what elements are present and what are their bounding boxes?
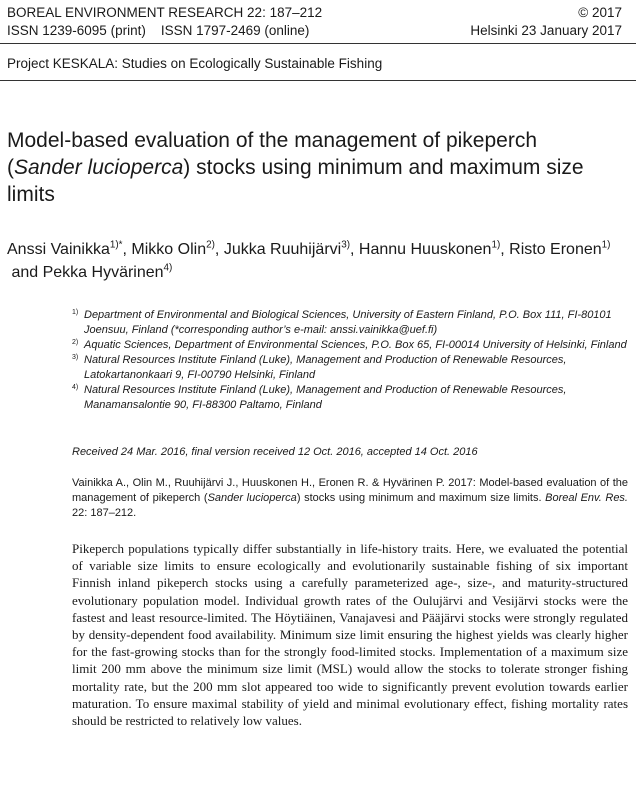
- affiliation-item: [72, 338, 628, 353]
- abstract: Pikeperch populations typically differ substantially in life-history traits. Here, we evaluated the potential of variable size limits to ensure ecologically and evolutionarily sustainable fishing of six important Finnish inland pikeperch stocks using a carefully parameterized age-, size-, and maturity-structured evolutionary population model. Individual growth rates of the Oulujärvi and Vesijärvi stocks were the fastest and least resource-limited. The Höytiäinen, Vanajavesi and Pääjärvi stocks were strongly regulated by density-dependent food availability. Minimum size limit ensuring the highest yields was clearly higher for the fast-growing stocks than for the strongly food-limited stocks. Implementation of a maximum size limit 200 mm above the minimum size limit (MSL) would allow the stocks to tolerate stronger fishing mortality rate, but the 200 mm slot appeared too wide to significantly prevent evolution towards earlier maturation. To ensure maximal stability of yield and minimal evolutionary effect, fishing mortality rates should be restricted to relatively low values.: [72, 541, 628, 729]
- author-name: Hannu Huuskonen: [358, 241, 492, 258]
- author-list: [7, 238, 617, 284]
- affiliation-item: [72, 383, 628, 413]
- author-name: Mikko Olin: [131, 241, 207, 258]
- journal-header: [7, 4, 622, 21]
- copyright: © 2017: [578, 5, 622, 20]
- header-divider: [0, 43, 636, 44]
- author-name: Pekka Hyvärinen: [42, 264, 164, 281]
- issn: ISSN 1239-6095 (print) ISSN 1797-2469 (online): [7, 23, 310, 38]
- author-affiliation-mark: 1)*: [109, 239, 123, 251]
- title-part-1: Model-based evaluation of the management of pikeperch (: [7, 129, 538, 179]
- author-affiliation-mark: 3): [341, 239, 351, 251]
- affiliation-item: [72, 308, 628, 338]
- affiliation-number: 1): [72, 309, 79, 316]
- affiliation-text: Natural Resources Institute Finland (Luke), Management and Production of Renewable Resources, Manamansalontie 90, FI-88300 Paltamo, Finland: [84, 384, 567, 411]
- citation: [72, 476, 628, 521]
- issn-line: [7, 22, 622, 39]
- publication-date: Helsinki 23 January 2017: [470, 23, 622, 38]
- citation-part-3: 22: 187–212.: [72, 507, 137, 519]
- affiliation-number: 3): [72, 354, 79, 361]
- author-affiliation-mark: 4): [163, 262, 173, 274]
- author-name: Anssi Vainikka: [7, 241, 110, 258]
- affiliation-text: Aquatic Sciences, Department of Environmental Sciences, P.O. Box 65, FI-00014 University of Helsinki, Finland: [84, 339, 627, 351]
- citation-part-2: ) stocks using minimum and maximum size limits.: [296, 492, 546, 504]
- affiliation-list: [72, 308, 628, 413]
- author-affiliation-mark: 1): [491, 239, 501, 251]
- affiliation-text: Department of Environmental and Biological Sciences, University of Eastern Finland, P.O. Box 111, FI-80101 Joensuu, Finland (*corresponding author’s e-mail: anssi.vainikka@uef.fi): [84, 309, 612, 336]
- author-separator: ,: [122, 241, 132, 258]
- author-name: Jukka Ruuhijärvi: [223, 241, 342, 258]
- received-dates: Received 24 Mar. 2016, final version received 12 Oct. 2016, accepted 14 Oct. 2016: [72, 446, 478, 458]
- affiliation-number: 4): [72, 384, 79, 391]
- author-separator: ,: [214, 241, 224, 258]
- affiliation-item: [72, 353, 628, 383]
- author-separator: ,: [500, 241, 510, 258]
- citation-part-1: Vainikka A., Olin M., Ruuhijärvi J., Huuskonen H., Eronen R. & Hyvärinen P. 2017: Model-based evaluation of the management of pikeperch (: [72, 477, 628, 504]
- author-affiliation-mark: 2): [206, 239, 215, 251]
- title-species: Sander lucioperca: [14, 156, 184, 179]
- affiliation-number: 2): [72, 339, 79, 346]
- author-separator: and: [7, 264, 43, 281]
- journal-name: BOREAL ENVIRONMENT RESEARCH 22: 187–212: [7, 5, 323, 20]
- citation-species: Sander lucioperca: [207, 492, 297, 504]
- affiliation-text: Natural Resources Institute Finland (Luke), Management and Production of Renewable Resources, Latokartanonkaari 9, FI-00790 Helsinki, Finland: [84, 354, 567, 381]
- paper-title: [7, 127, 617, 208]
- citation-journal: Boreal Env. Res.: [545, 492, 628, 504]
- title-part-2: ) stocks using minimum and maximum size limits: [7, 156, 584, 206]
- author-name: Risto Eronen: [509, 241, 602, 258]
- author-separator: ,: [350, 241, 359, 258]
- project-divider: [0, 80, 636, 81]
- project-line: Project KESKALA: Studies on Ecologically Sustainable Fishing: [7, 56, 383, 71]
- author-affiliation-mark: 1): [601, 239, 611, 251]
